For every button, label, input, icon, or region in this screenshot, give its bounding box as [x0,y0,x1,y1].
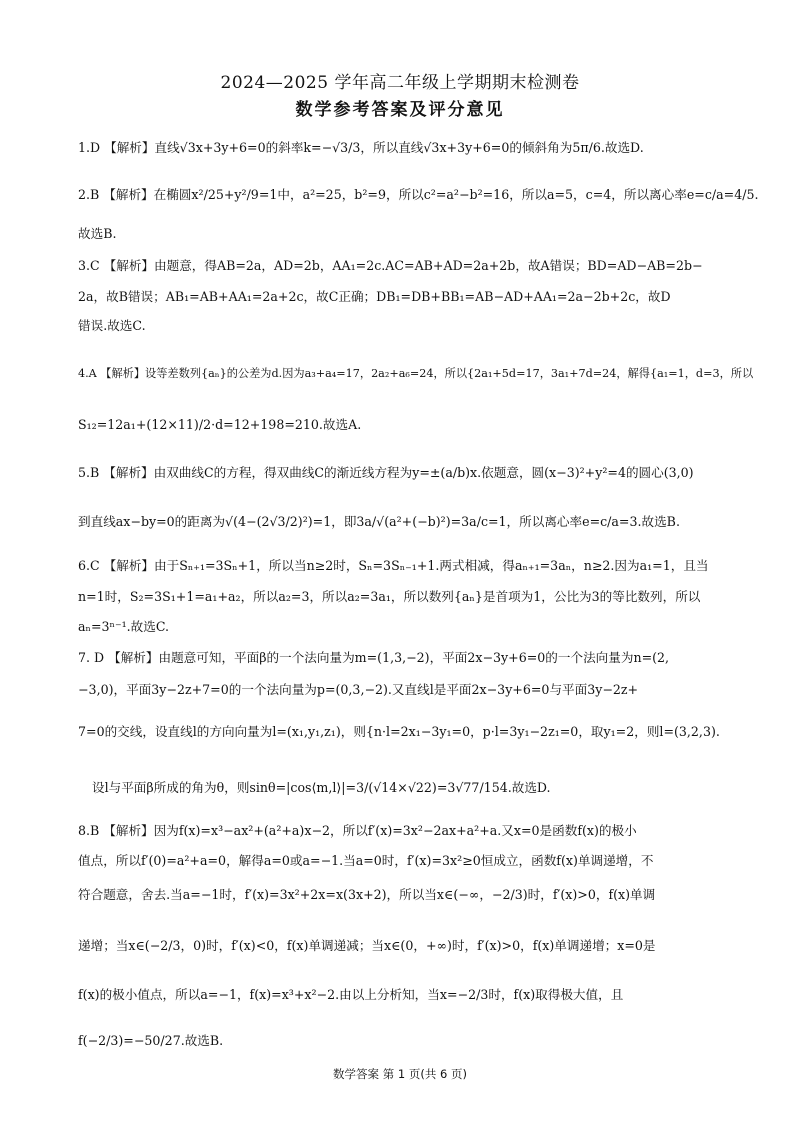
page-footer: 数学答案 第 1 页(共 6 页) [333,1067,467,1081]
q8-line-5: f(x)的极小值点，所以a=−1，f(x)=x³+x²−2.由以上分析知，当x=−2/3时，f(x)取得极大值，且 [78,987,624,1002]
q5-line-2: 到直线ax−by=0的距离为√(4−(2√3/2)²)=1，即3a/√(a²+(−b)²)=3a/c=1，所以离心率e=c/a=3.故选B. [78,514,680,529]
q6-line-1: 6.C 【解析】由于Sₙ₊₁=3Sₙ+1，所以当n≥2时，Sₙ=3Sₙ₋₁+1.两式相减，得aₙ₊₁=3aₙ，n≥2.因为a₁=1，且当 [78,558,709,573]
page-title: 2024—2025 学年高二年级上学期期末检测卷 [220,73,580,93]
q3-line-2: 2a，故B错误；AB₁=AB+AA₁=2a+2c，故C正确；DB₁=DB+BB₁=AB−AD+AA₁=2a−2b+2c，故D [78,289,671,304]
q7-line-4: 设l与平面β所成的角为θ，则sinθ=|cos⟨m,l⟩|=3/(√14×√22)=3√77/154.故选D. [92,780,551,795]
q6-line-2: n=1时，S₂=3S₁+1=a₁+a₂，所以a₂=3，所以a₂=3a₁，所以数列{aₙ}是首项为1，公比为3的等比数列，所以 [78,589,701,604]
q8-line-4: 递增；当x∈(−2/3，0)时，f′(x)<0，f(x)单调递减；当x∈(0，+∞)时，f′(x)>0，f(x)单调递增；x=0是 [78,938,656,953]
q3-line-1: 3.C 【解析】由题意，得AB=2a，AD=2b，AA₁=2c.AC=AB+AD=2a+2b，故A错误；BD=AD−AB=2b− [78,258,703,273]
q5-line-1: 5.B 【解析】由双曲线C的方程，得双曲线C的渐近线方程为y=±(a/b)x.依题意，圆(x−3)²+y²=4的圆心(3,0) [78,465,694,480]
q8-line-2: 值点，所以f′(0)=a²+a=0，解得a=0或a=−1.当a=0时，f′(x)=3x²≥0恒成立，函数f(x)单调递增，不 [78,853,654,868]
q1-line-1: 1.D 【解析】直线√3x+3y+6=0的斜率k=−√3/3，所以直线√3x+3y+6=0的倾斜角为5π/6.故选D. [78,140,644,155]
q4-line-2: S₁₂=12a₁+(12×11)/2·d=12+198=210.故选A. [78,417,362,432]
q6-line-3: aₙ=3ⁿ⁻¹.故选C. [78,619,170,634]
q7-line-1: 7. D 【解析】由题意可知，平面β的一个法向量为m=(1,3,−2)，平面2x−3y+6=0的一个法向量为n=(2, [78,650,670,665]
q3-line-3: 错误.故选C. [78,318,146,333]
q8-line-3: 符合题意，舍去.当a=−1时，f′(x)=3x²+2x=x(3x+2)，所以当x∈(−∞，−2/3)时，f′(x)>0，f(x)单调 [78,887,656,902]
q8-line-1: 8.B 【解析】因为f(x)=x³−ax²+(a²+a)x−2，所以f′(x)=3x²−2ax+a²+a.又x=0是函数f(x)的极小 [78,823,637,838]
page-subtitle: 数学参考答案及评分意见 [295,100,505,120]
q2-line-2: 故选B. [78,226,117,241]
q2-line-1: 2.B 【解析】在椭圆x²/25+y²/9=1中，a²=25，b²=9，所以c²=a²−b²=16，所以a=5，c=4，所以离心率e=c/a=4/5. [78,187,759,202]
q8-line-6: f(−2/3)=−50/27.故选B. [78,1033,224,1048]
q7-line-3: 7=0的交线，设直线l的方向向量为l=(x₁,y₁,z₁)，则{n·l=2x₁−3y₁=0，p·l=3y₁−2z₁=0，取y₁=2，则l=(3,2,3). [78,724,720,739]
q4-line-1: 4.A 【解析】设等差数列{aₙ}的公差为d.因为a₃+a₄=17，2a₂+a₆=24，所以{2a₁+5d=17，3a₁+7d=24，解得{a₁=1，d=3，所以 [78,367,754,380]
q7-line-2: −3,0)，平面3y−2z+7=0的一个法向量为p=(0,3,−2).又直线l是平面2x−3y+6=0与平面3y−2z+ [78,682,639,697]
